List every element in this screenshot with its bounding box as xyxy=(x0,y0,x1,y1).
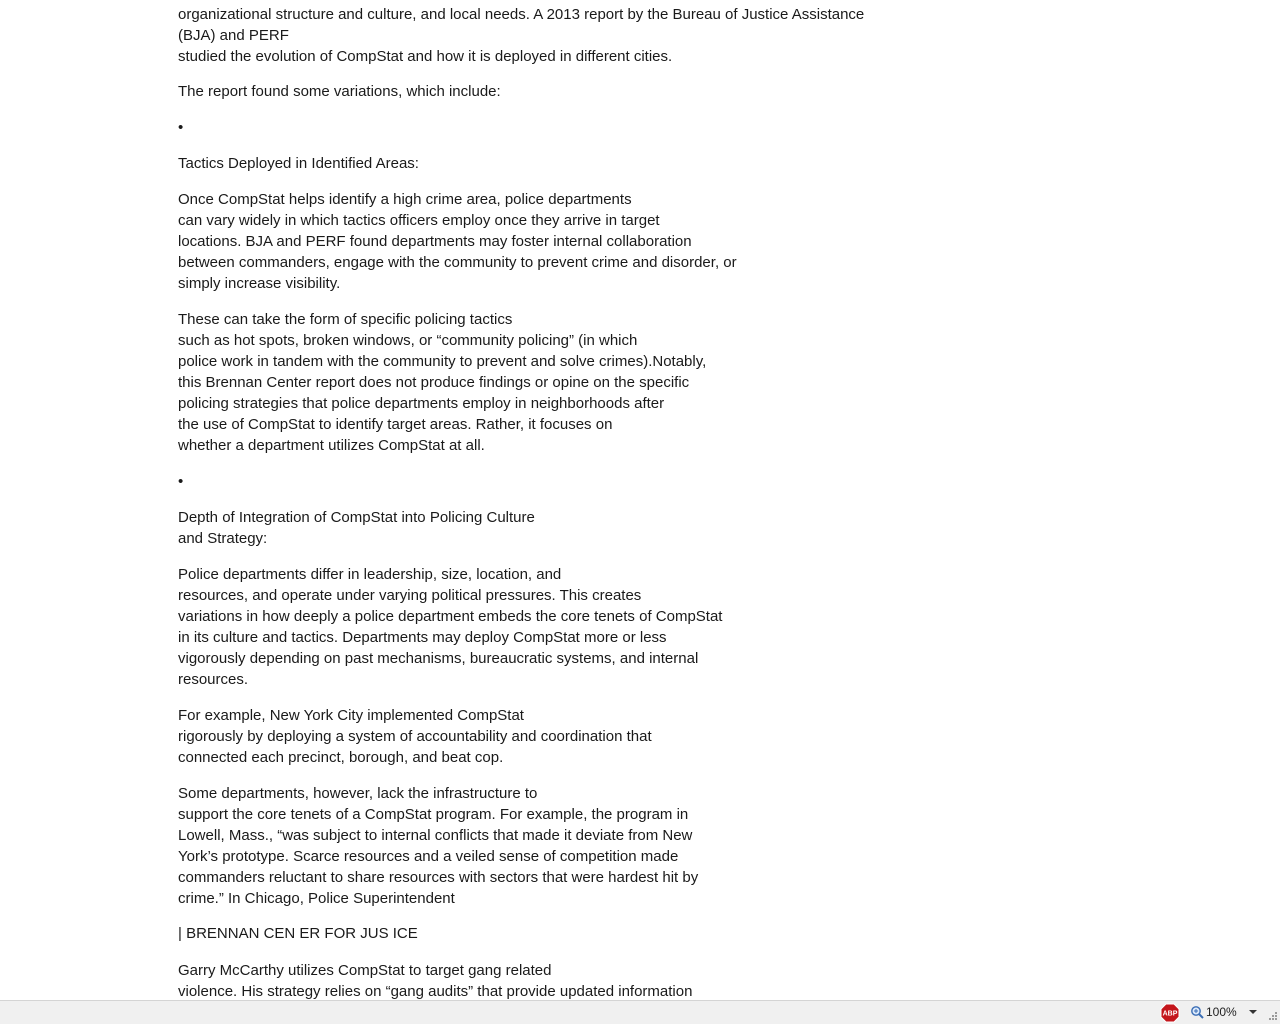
text-line: police work in tandem with the community to prevent and solve crimes).Notably, xyxy=(178,353,707,370)
text-line: violence. His strategy relies on “gang audits” that provide updated information xyxy=(178,983,693,1000)
text-line: locations. BJA and PERF found departments may foster internal collaboration xyxy=(178,233,692,250)
text-line: simply increase visibility. xyxy=(178,275,341,292)
text-line: such as hot spots, broken windows, or “community policing” (in which xyxy=(178,332,638,349)
text-line: (BJA) and PERF xyxy=(178,27,289,44)
text-line: resources, and operate under varying political pressures. This creates xyxy=(178,587,642,604)
text-line: whether a department utilizes CompStat at all. xyxy=(178,437,485,454)
document-paragraph xyxy=(178,564,722,690)
text-line: policing strategies that police departments employ in neighborhoods after xyxy=(178,395,665,412)
text-line: rigorously by deploying a system of accountability and coordination that xyxy=(178,728,652,745)
text-line: Lowell, Mass., “was subject to internal conflicts that made it deviate from New xyxy=(178,827,693,844)
text-line: Once CompStat helps identify a high crime area, police departments xyxy=(178,191,632,208)
text-line: Police departments differ in leadership, size, location, and xyxy=(178,566,562,583)
document-paragraph xyxy=(178,960,692,1000)
text-line: crime.” In Chicago, Police Superintendent xyxy=(178,890,455,907)
text-line: • xyxy=(178,473,184,490)
document-paragraph xyxy=(178,783,698,909)
document-paragraph xyxy=(178,153,419,174)
text-line: the use of CompStat to identify target areas. Rather, it focuses on xyxy=(178,416,613,433)
status-bar xyxy=(0,1000,1280,1024)
document-paragraph xyxy=(178,189,737,294)
adblock-label: ABP xyxy=(1162,1010,1178,1018)
zoom-level[interactable]: 100% xyxy=(1206,1005,1237,1019)
text-line: York’s prototype. Scarce resources and a veiled sense of competition made xyxy=(178,848,679,865)
text-line: can vary widely in which tactics officers employ once they arrive in target xyxy=(178,212,660,229)
text-line: this Brennan Center report does not produce findings or opine on the specific xyxy=(178,374,690,391)
document-paragraph xyxy=(178,471,183,492)
text-line: • xyxy=(178,119,184,136)
document-paragraph xyxy=(178,309,706,456)
text-line: Depth of Integration of CompStat into Policing Culture xyxy=(178,509,535,526)
text-line: between commanders, engage with the community to prevent crime and disorder, or xyxy=(178,254,737,271)
text-line: Garry McCarthy utilizes CompStat to target gang related xyxy=(178,962,552,979)
magnifier-zoom-icon[interactable] xyxy=(1190,1005,1204,1019)
text-line: organizational structure and culture, and local needs. A 2013 report by the Bureau of Justice Assistance xyxy=(178,6,865,23)
text-line: Some departments, however, lack the infrastructure to xyxy=(178,785,538,802)
adblock-plus-icon[interactable] xyxy=(1160,1003,1180,1023)
document-paragraph xyxy=(178,81,501,102)
text-line: in its culture and tactics. Departments may deploy CompStat more or less xyxy=(178,629,667,646)
text-line: variations in how deeply a police department embeds the core tenets of CompStat xyxy=(178,608,723,625)
resize-grip-icon[interactable] xyxy=(1266,1011,1278,1023)
document-paragraph xyxy=(178,705,652,768)
text-line: and Strategy: xyxy=(178,530,268,547)
document-paragraph xyxy=(178,4,864,67)
text-line: resources. xyxy=(178,671,249,688)
text-line: vigorously depending on past mechanisms, bureaucratic systems, and internal xyxy=(178,650,699,667)
text-line: Tactics Deployed in Identified Areas: xyxy=(178,155,419,172)
document-paragraph xyxy=(178,117,183,138)
chevron-down-icon[interactable] xyxy=(1246,1005,1260,1019)
text-line: The report found some variations, which include: xyxy=(178,83,501,100)
text-line: For example, New York City implemented CompStat xyxy=(178,707,524,724)
document-paragraph xyxy=(178,507,535,549)
text-line: connected each precinct, borough, and beat cop. xyxy=(178,749,504,766)
text-line: studied the evolution of CompStat and how it is deployed in different cities. xyxy=(178,48,673,65)
text-line: | BRENNAN CEN ER FOR JUS ICE xyxy=(178,925,418,942)
text-line: These can take the form of specific policing tactics xyxy=(178,311,513,328)
text-line: commanders reluctant to share resources with sectors that were hardest hit by xyxy=(178,869,699,886)
text-line: support the core tenets of a CompStat program. For example, the program in xyxy=(178,806,689,823)
document-paragraph xyxy=(178,923,418,944)
